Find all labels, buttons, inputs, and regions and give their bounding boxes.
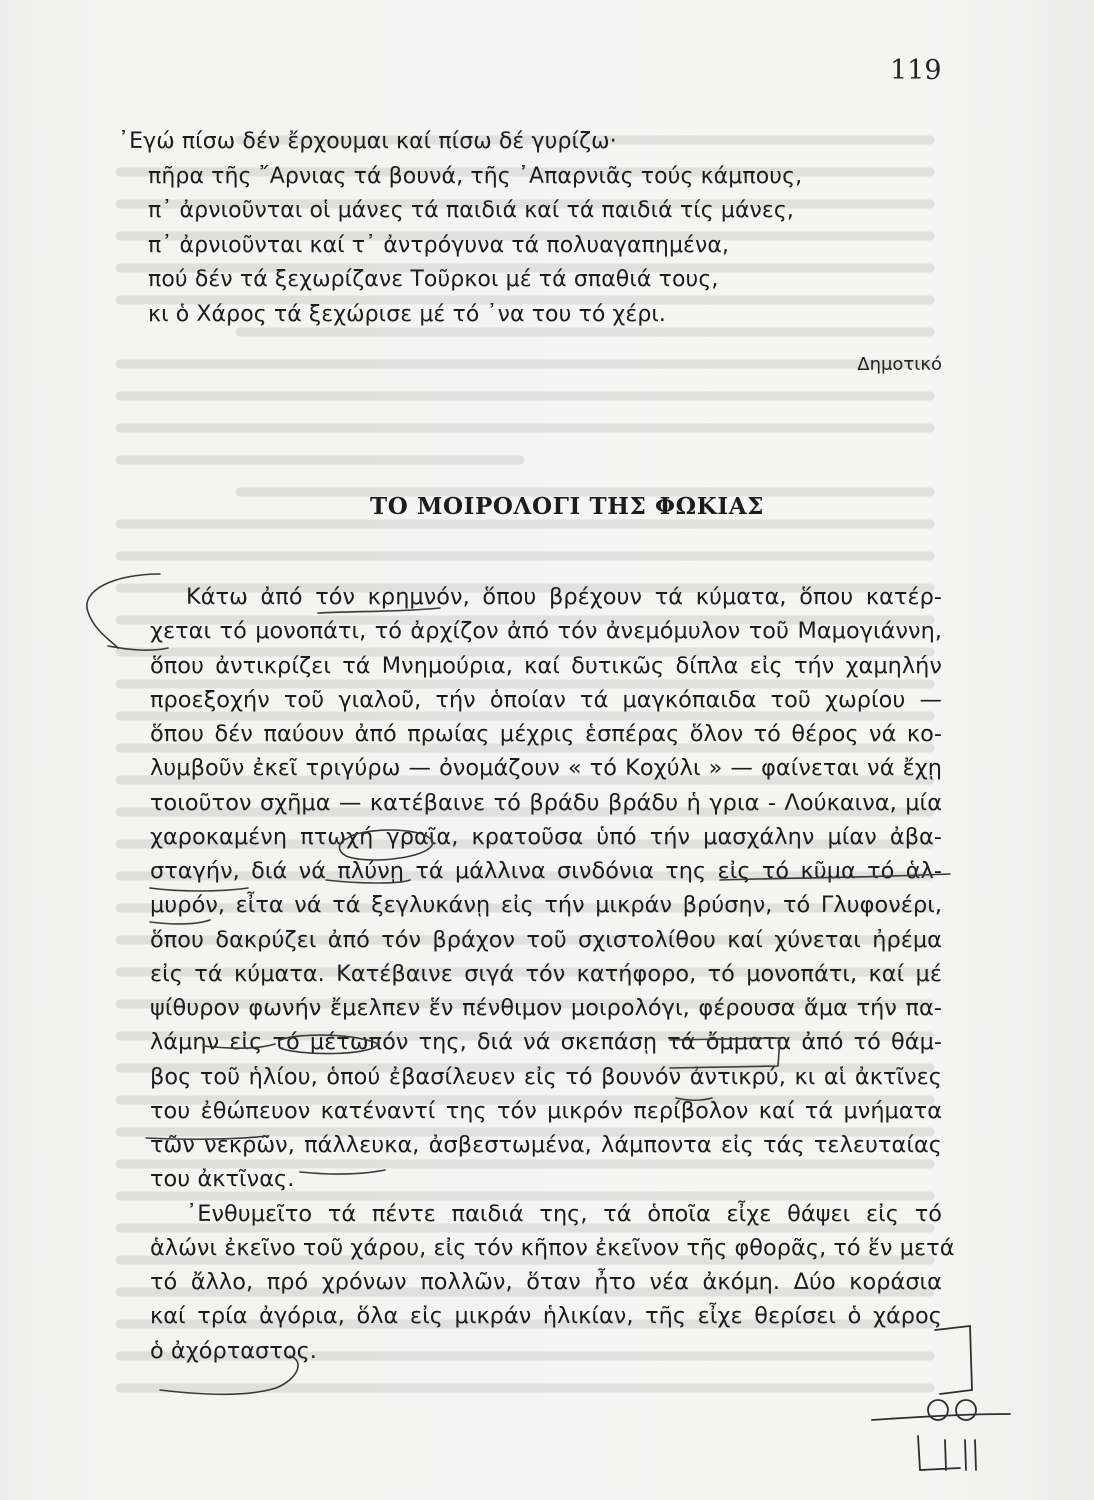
prose-line: ὅπου δέν παύουν ἀπό πρωίας μέχρις ἑσπέρας ὅλον τό θέρος νά κο- <box>150 721 942 747</box>
poem-line: π᾿ ἀρνιοῦνται καί τ᾿ ἀντρόγυνα τά πολυαγαπημένα, <box>148 232 730 258</box>
prose-line: μυρόν, εἶτα νά τά ξεγλυκάνῃ εἰς τήν μικράν βρύσην, τό Γλυφονέρι, <box>150 892 942 919</box>
prose-line: λάμην εἰς τό μέτωπόν της, διά νά σκεπάσῃ τά ὄμματα ἀπό τό θάμ- <box>150 1029 942 1056</box>
poem-line: πῆρα τῆς ῎Αρνιας τά βουνά, τῆς ᾿Απαρνιᾶς τούς κάμπους, <box>148 163 803 189</box>
poem-block <box>118 125 978 332</box>
prose-line: του ἐθώπευον κατέναντί της τόν μικρόν περίβολον καί τά μνήματα <box>150 1097 942 1124</box>
prose-line: ᾿Ενθυμεῖτο τά πέντε παιδιά της, τά ὁποῖα εἶχε θάψει εἰς τό <box>186 1200 942 1227</box>
prose-line: ὁ ἀχόρταστος. <box>150 1337 317 1364</box>
prose-line: χαροκαμένη πτωχή γραῖα, κρατοῦσα ὑπό τήν μασχάλην μίαν ἀβα- <box>150 823 942 850</box>
prose-line: ψίθυρον φωνήν ἔμελπεν ἕν πένθιμον μοιρολόγι, φέρουσα ἅμα τήν πα- <box>150 995 942 1021</box>
pencil-scribble-mark <box>928 1400 948 1420</box>
prose-line: καί τρία ἀγόρια, ὅλα εἰς μικράν ἡλικίαν, τῆς εἶχε θερίσει ὁ χάρος <box>150 1303 942 1330</box>
page-number: 119 <box>890 55 942 86</box>
poem-line: ᾿Εγώ πίσω δέν ἔρχουμαι καί πίσω δέ γυρίζω· <box>118 129 617 154</box>
prose-line: ὅπου ἀντικρίζει τά Μνημούρια, καί δυτικῶς δίπλα εἰς τήν χαμηλήν <box>150 652 942 679</box>
poem-line: π᾿ ἀρνιοῦνται οἱ μάνες τά παιδιά καί τά παιδιά τίς μάνες, <box>148 198 795 223</box>
prose-line: χεται τό μονοπάτι, τό ἀρχίζον ἀπό τόν ἀνεμόμυλον τοῦ Μαμογιάννη, <box>150 618 942 645</box>
prose-line: προεξοχήν τοῦ γιαλοῦ, τήν ὁποίαν τά μαγκόπαιδα τοῦ χωρίου — <box>150 686 942 713</box>
prose-line: εἰς τά κύματα. Κατέβαινε σιγά τόν κατήφορο, τό μονοπάτι, καί μέ <box>150 960 942 987</box>
prose-line: ἁλώνι ἐκεῖνο τοῦ χάρου, εἰς τόν κῆπον ἐκεῖνον τῆς φθορᾶς, τό ἕν μετά <box>150 1234 955 1261</box>
prose-line: ὅπου δακρύζει ἀπό τόν βράχον τοῦ σχιστολίθου καί χύνεται ἠρέμα <box>150 926 942 953</box>
prose-line: βος τοῦ ἡλίου, ὁπού ἐβασίλευεν εἰς τό βουνόν ἀντικρύ, κι αἱ ἀκτῖνες <box>150 1063 942 1090</box>
prose-line: Κάτω ἀπό τόν κρημνόν, ὅπου βρέχουν τά κύματα, ὅπου κατέρ- <box>186 584 942 610</box>
poem-attribution: Δημοτικό <box>857 354 942 375</box>
prose-block <box>150 580 955 1368</box>
prose-line: τό ἄλλο, πρό χρόνων πολλῶν, ὅταν ἦτο νέα ἀκόμη. Δύο κοράσια <box>150 1269 942 1295</box>
prose-line: του ἀκτῖνας. <box>150 1166 295 1193</box>
prose-line: τοιοῦτον σχῆμα — κατέβαινε τό βράδυ βράδυ ἡ γρια - Λούκαινα, μία <box>150 789 942 816</box>
poem-line: πού δέν τά ξεχωρίζανε Τοῦρκοι μέ τά σπαθιά τους, <box>148 267 719 292</box>
prose-line: σταγήν, διά νά πλύνῃ τά μάλλινα σινδόνια της εἰς τό κῦμα τό ἁλ- <box>150 858 942 884</box>
poem-line: κι ὁ Χάρος τά ξεχώρισε μέ τό ᾿να του τό χέρι. <box>148 301 667 327</box>
prose-line: λυμβοῦν ἐκεῖ τριγύρω — ὀνομάζουν « τό Κοχύλι » — φαίνεται νά ἔχῃ <box>150 755 942 782</box>
pencil-scribble-mark <box>956 1400 976 1420</box>
section-title: ΤΟ ΜΟΙΡΟΛΟΓΙ ΤΗΣ ΦΩΚΙΑΣ <box>370 493 764 520</box>
prose-line: τῶν νεκρῶν, πάλλευκα, ἀσβεστωμένα, λάμποντα εἰς τάς τελευταίας <box>150 1132 942 1158</box>
pencil-sketch-mark <box>872 1414 1010 1420</box>
pencil-sketch-mark <box>918 1436 976 1470</box>
